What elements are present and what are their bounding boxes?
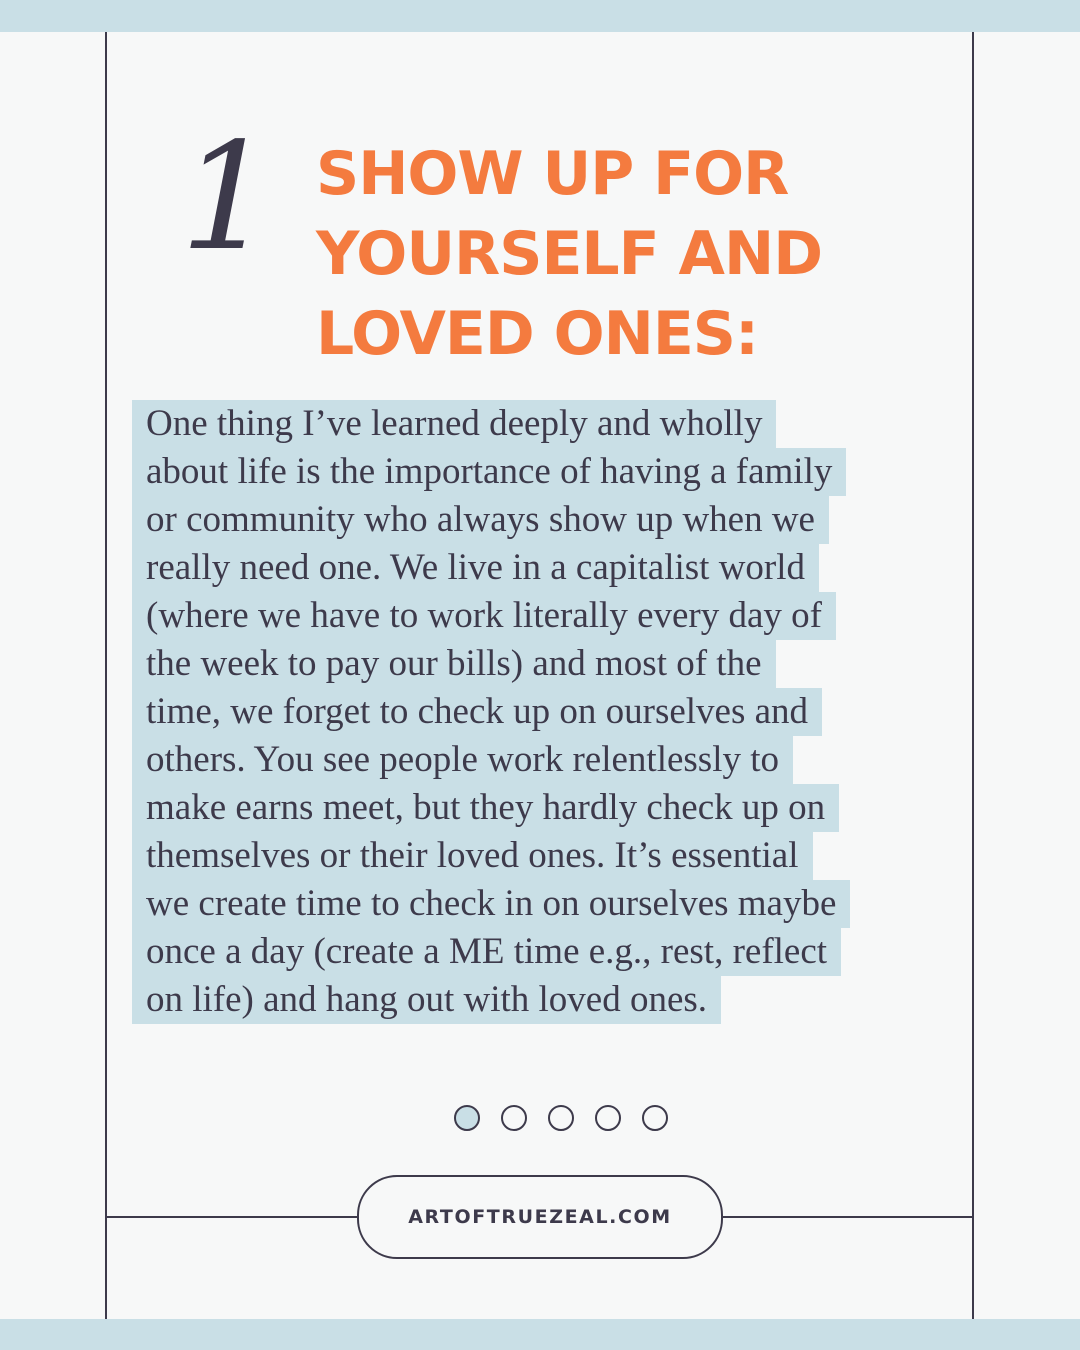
pagination-dot[interactable] bbox=[548, 1105, 574, 1131]
body-line: really need one. We live in a capitalist world bbox=[132, 544, 819, 592]
body-line: about life is the importance of having a family bbox=[132, 448, 846, 496]
body-line: the week to pay our bills) and most of the bbox=[132, 640, 776, 688]
pagination-dot-active[interactable] bbox=[454, 1105, 480, 1131]
heading-line: LOVED ONES: bbox=[316, 299, 759, 369]
footer-divider-left bbox=[105, 1216, 357, 1218]
footer-divider-right bbox=[722, 1216, 974, 1218]
slide-number: 1 bbox=[180, 111, 275, 283]
body-line: (where we have to work literally every day of bbox=[132, 592, 836, 640]
body-line: once a day (create a ME time e.g., rest, reflect bbox=[132, 928, 841, 976]
body-line: themselves or their loved ones. It’s essential bbox=[132, 832, 813, 880]
body-line: time, we forget to check up on ourselves and bbox=[132, 688, 822, 736]
top-band bbox=[0, 0, 1080, 32]
pagination-dot[interactable] bbox=[642, 1105, 668, 1131]
body-line: make earns meet, but they hardly check up on bbox=[132, 784, 839, 832]
website-label: ARTOFTRUEZEAL.COM bbox=[408, 1206, 672, 1228]
pagination-dot[interactable] bbox=[501, 1105, 527, 1131]
left-border-line bbox=[105, 32, 107, 1319]
body-line: or community who always show up when we bbox=[132, 496, 829, 544]
heading-line: SHOW UP FOR bbox=[316, 139, 789, 209]
website-pill[interactable] bbox=[357, 1175, 723, 1259]
body-line: others. You see people work relentlessly to bbox=[132, 736, 793, 784]
body-line: we create time to check in on ourselves maybe bbox=[132, 880, 850, 928]
right-border-line bbox=[972, 32, 974, 1319]
body-line: on life) and hang out with loved ones. bbox=[132, 976, 721, 1024]
pagination-dot[interactable] bbox=[595, 1105, 621, 1131]
body-paragraph bbox=[132, 400, 972, 1024]
pagination-dots bbox=[454, 1105, 668, 1131]
slide-heading bbox=[316, 134, 876, 374]
heading-line: YOURSELF AND bbox=[316, 219, 822, 289]
body-line: One thing I’ve learned deeply and wholly bbox=[132, 400, 776, 448]
bottom-band bbox=[0, 1319, 1080, 1350]
